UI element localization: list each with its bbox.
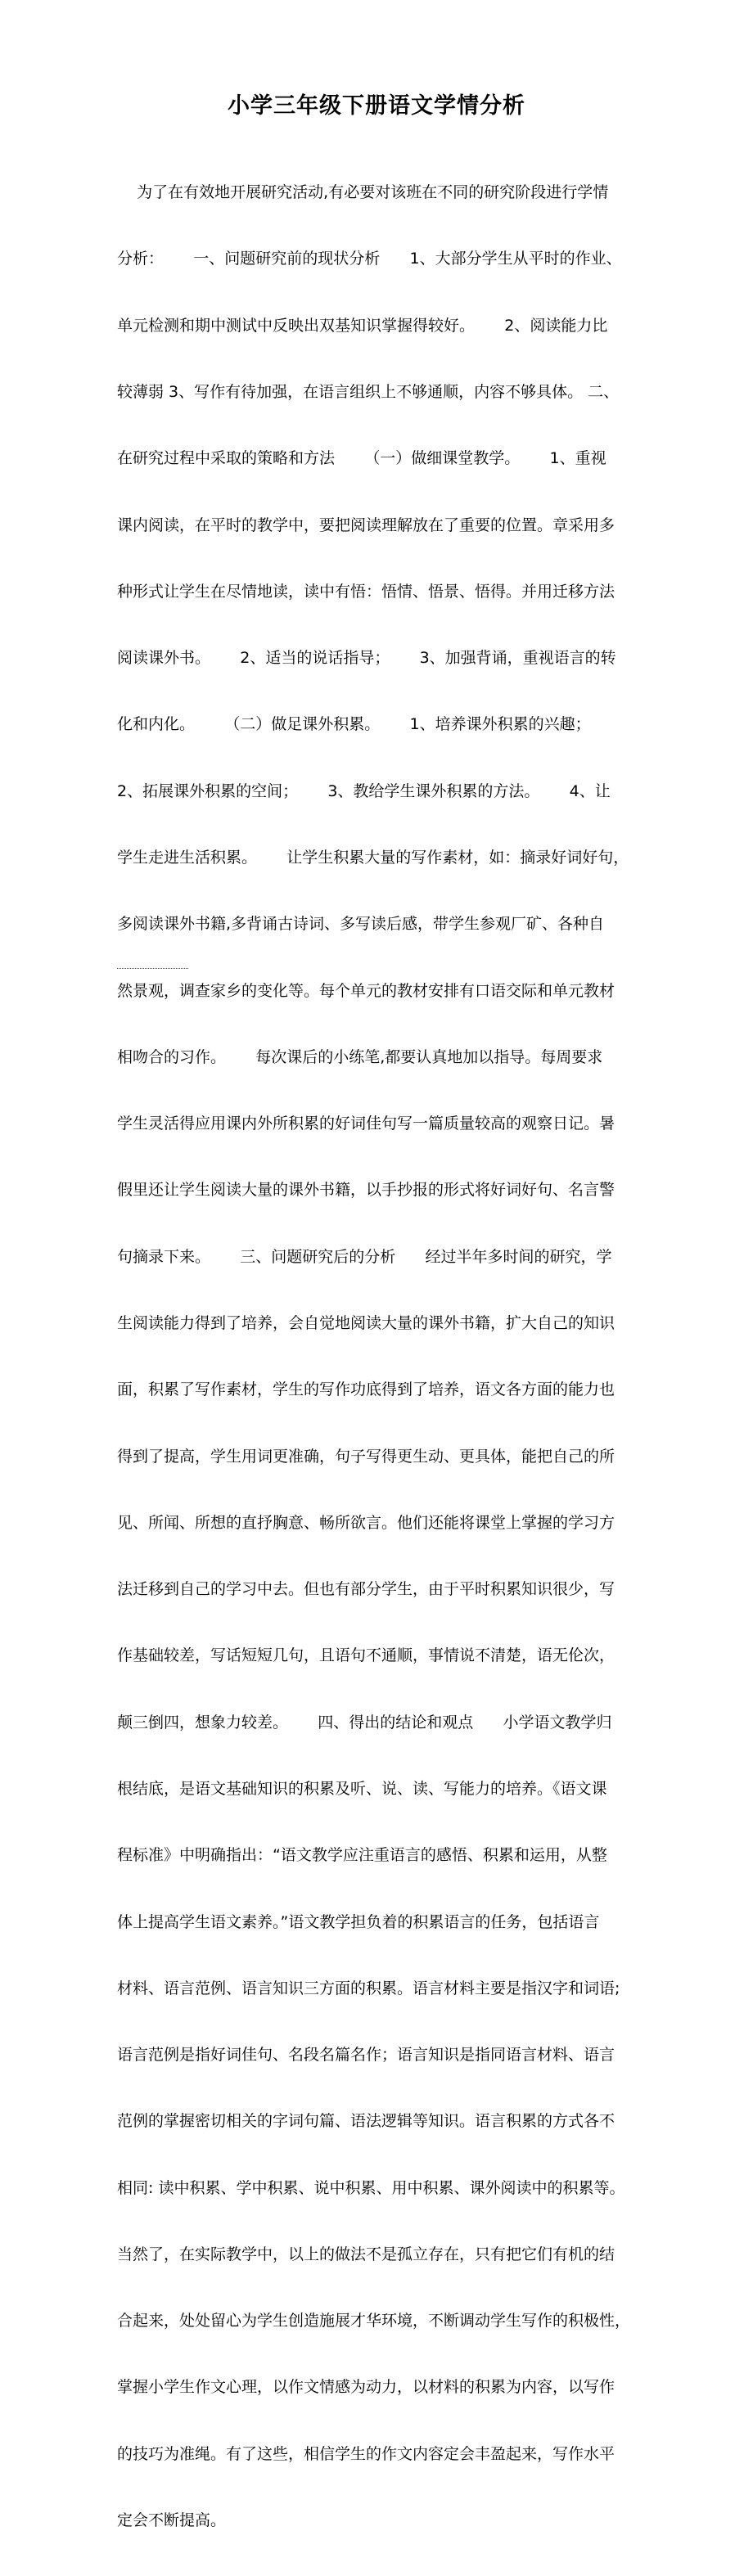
body-line: 学生走进生活积累。 让学生积累大量的写作素材，如：摘录好词好句， xyxy=(117,849,629,867)
body-line: 为了在有效地开展研究活动,有必要对该班在不同的研究阶段进行学情 xyxy=(117,183,609,202)
body-line: 相同: 读中积累、学中积累、说中积累、用中积累、课外阅读中的积累等。 xyxy=(117,2178,625,2197)
body-line: 学生灵活得应用课内外所积累的好词佳句写一篇质量较高的观察日记。暑 xyxy=(117,1115,615,1133)
body-line: 句摘录下来。 三、问题研究后的分析 经过半年多时间的研究，学 xyxy=(117,1247,612,1266)
body-line: 范例的掌握密切相关的字词句篇、语法逻辑等知识。语言积累的方式各不 xyxy=(117,2112,615,2131)
body-line: 在研究过程中采取的策略和方法 （一）做细课堂教学。 1、重视 xyxy=(117,449,606,468)
document-body xyxy=(117,137,641,2576)
body-line: 课内阅读，在平时的教学中，要把阅读理解放在了重要的位置。章采用多 xyxy=(117,516,615,534)
body-line: 程标准》中明确指出：“语文教学应注重语言的感悟、积累和运用，从整 xyxy=(117,1846,607,1865)
body-line: 合起来，处处留心为学生创造施展才华环境，不断调动学生写作的积极性， xyxy=(117,2312,631,2331)
body-line: 相吻合的习作。 每次课后的小练笔,都要认真地加以指导。每周要求 xyxy=(117,1047,603,1066)
body-line: 材料、语言范例、语言知识三方面的积累。语言材料主要是指汉字和词语; xyxy=(117,1979,620,1997)
body-line: 然景观，调查家乡的变化等。每个单元的教材安排有口语交际和单元教材 xyxy=(117,981,615,1000)
body-line: 生阅读能力得到了培养，会自觉地阅读大量的课外书籍，扩大自己的知识 xyxy=(117,1313,615,1332)
body-line: 法迁移到自己的学习中去。但也有部分学生，由于平时积累知识很少，写 xyxy=(117,1580,615,1599)
body-line: 2、拓展课外积累的空间； 3、教给学生课外积累的方法。 4、让 xyxy=(117,781,611,800)
body-line: 化和内化。 （二）做足课外积累。 1、培养课外积累的兴趣； xyxy=(117,715,591,734)
body-line: 面，积累了写作素材，学生的写作功底得到了培养，语文各方面的能力也 xyxy=(117,1380,615,1399)
body-line: 颠三倒四，想象力较差。 四、得出的结论和观点 小学语文教学归 xyxy=(117,1713,612,1732)
body-line: 掌握小学生作文心理，以作文情感为动力，以材料的积累为内容，以写作 xyxy=(117,2378,615,2397)
body-line: 单元检测和期中测试中反映出双基知识掌握得较好。 2、阅读能力比 xyxy=(117,316,608,335)
body-line: 当然了，在实际教学中，以上的做法不是孤立存在，只有把它们有机的结 xyxy=(117,2245,615,2263)
body-line: 体上提高学生语文素养。”语文教学担负着的积累语言的任务，包括语言 xyxy=(117,1912,600,1931)
body-line: 根结底，是语文基础知识的积累及听、说、读、写能力的培养。《语文课 xyxy=(117,1779,607,1798)
document-title: 小学三年级下册语文学情分析 xyxy=(228,93,525,119)
body-line: 较薄弱 3、写作有待加强，在语言组织上不够通顺，内容不够具体。 二、 xyxy=(117,383,620,402)
body-line: 得到了提高，学生用词更准确，句子写得更生动、更具体，能把自己的所 xyxy=(117,1447,615,1466)
body-line: 种形式让学生在尽情地读，读中有悟：悟情、悟景、悟得。并用迁移方法 xyxy=(117,582,615,601)
body-line: 见、所闻、所想的直抒胸意、畅所欲言。他们还能将课堂上掌握的学习方 xyxy=(117,1513,615,1532)
body-line: 多阅读课外书籍,多背诵古诗词、多写读后感，带学生参观厂矿、各种自 xyxy=(117,915,605,934)
body-line: 作基础较差，写话短短几句，且语句不通顺，事情说不清楚，语无伦次， xyxy=(117,1646,615,1665)
body-line: 阅读课外书。 2、适当的说话指导； 3、加强背诵，重视语言的转 xyxy=(117,649,616,668)
body-line: 定会不断提高。 xyxy=(117,2511,227,2530)
footer-divider xyxy=(117,968,188,969)
body-line: 语言范例是指好词佳句、名段名篇名作；语言知识是指同语言材料、语言 xyxy=(117,2046,615,2065)
body-line: 分析： 一、问题研究前的现状分析 1、大部分学生从平时的作业、 xyxy=(117,250,622,268)
body-line: 假里还让学生阅读大量的课外书籍，以手抄报的形式将好词好句、名言警 xyxy=(117,1181,615,1200)
body-line: 的技巧为准绳。有了这些，相信学生的作文内容定会丰盈起来，写作水平 xyxy=(117,2444,615,2463)
